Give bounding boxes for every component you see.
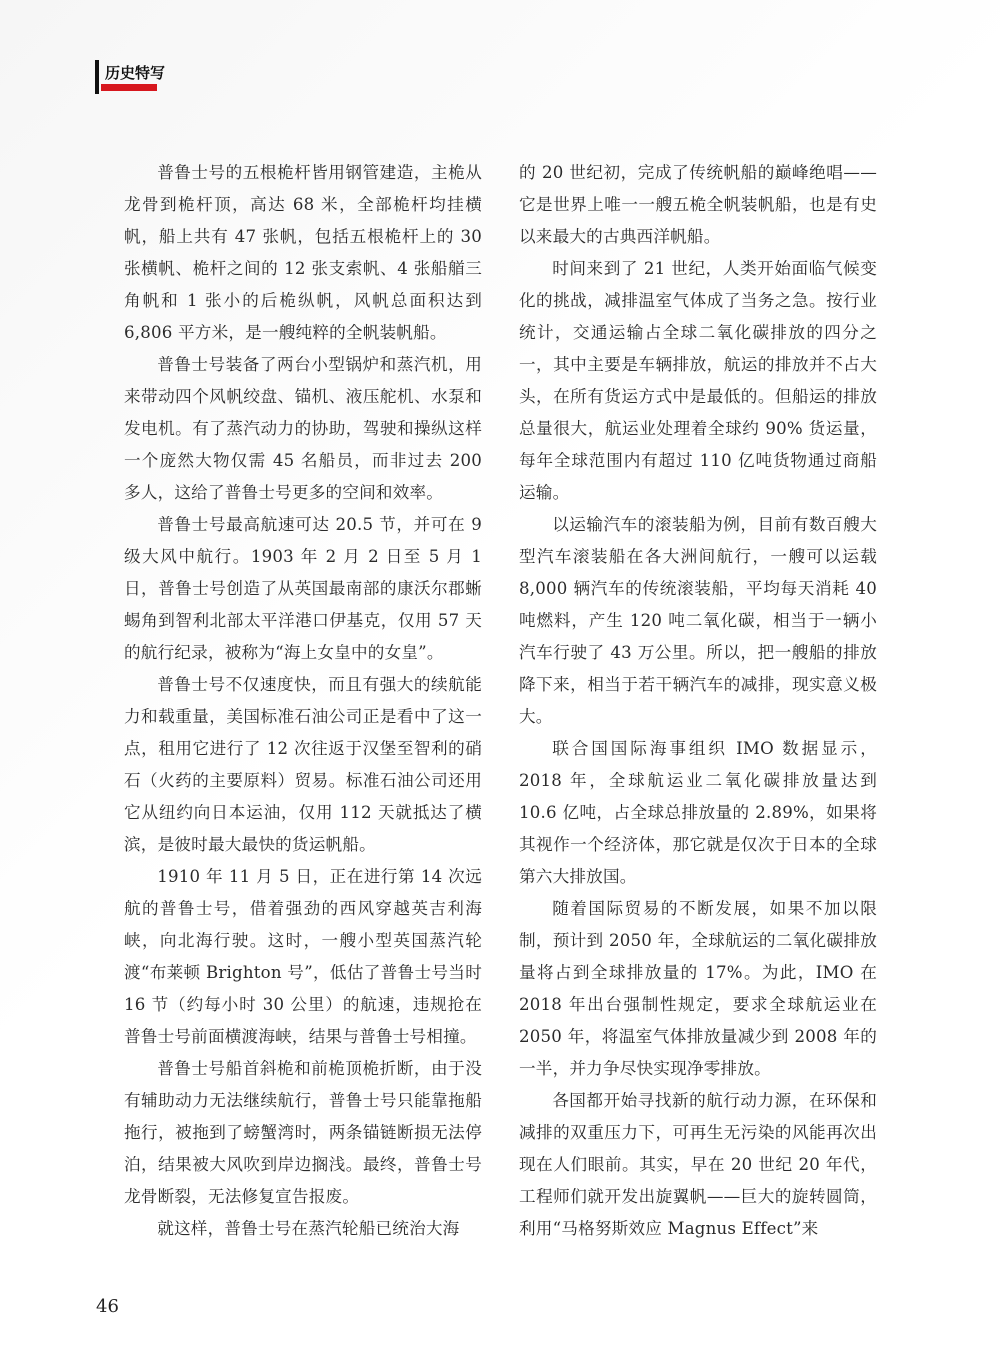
paragraph: 以运输汽车的滚装船为例，目前有数百艘大型汽车滚装船在各大洲间航行，一艘可以运载 8,000 辆汽车的传统滚装船，平均每天消耗 40 吨燃料，产生 120 吨二氧化碳，相当于一辆小汽车行驶了 43 万公里。所以，把一艘船的排放降下来，相当于若干辆汽车的减排，现实意义极大。 [519, 515, 877, 726]
paragraph: 时间来到了 21 世纪，人类开始面临气候变化的挑战，减排温室气体成了当务之急。按行业统计，交通运输占全球二氧化碳排放的四分之一，其中主要是车辆排放，航运的排放并不占大头，在所有货运方式中是最低的。但船运的排放总量很大，航运业处理着全球约 90% 货运量，每年全球范围内有超过 110 亿吨货物通过商船运输。 [519, 259, 877, 502]
paragraph: 就这样，普鲁士号在蒸汽轮船已统治大海 [157, 1219, 460, 1238]
section-title: 历史特写 [105, 64, 166, 82]
left-column [124, 157, 482, 1245]
paragraph-continuation: 的 20 世纪初，完成了传统帆船的巅峰绝唱——它是世界上唯一一艘五桅全帆装帆船，也是有史以来最大的古典西洋帆船。 [519, 163, 877, 246]
paragraph: 普鲁士号不仅速度快，而且有强大的续航能力和载重量，美国标准石油公司正是看中了这一点，租用它进行了 12 次往返于汉堡至智利的硝石（火药的主要原料）贸易。标准石油公司还用它从纽约向日本运油，仅用 112 天就抵达了横滨，是彼时最大最快的货运帆船。 [124, 675, 482, 854]
paragraph: 1910 年 11 月 5 日，正在进行第 14 次远航的普鲁士号，借着强劲的西风穿越英吉利海峡，向北海行驶。这时，一艘小型英国蒸汽轮渡“布莱顿 Brighton 号”，低估了普鲁士号当时 16 节（约每小时 30 公里）的航速，违规抢在普鲁士号前面横渡海峡，结果与普鲁士号相撞。 [124, 867, 482, 1046]
paragraph: 普鲁士号的五根桅杆皆用钢管建造，主桅从龙骨到桅杆顶，高达 68 米，全部桅杆均挂横帆，船上共有 47 张帆，包括五根桅杆上的 30 张横帆、桅杆之间的 12 张支索帆、4 张船艏三角帆和 1 张小的后桅纵帆，风帆总面积达到 6,806 平方米，是一艘纯粹的全帆装帆船。 [124, 163, 482, 342]
header-red-underline [101, 84, 157, 91]
section-header [95, 60, 165, 94]
page-number: 46 [96, 1296, 119, 1317]
paragraph: 各国都开始寻找新的航行动力源，在环保和减排的双重压力下，可再生无污染的风能再次出现在人们眼前。其实，早在 20 世纪 20 年代，工程师们就开发出旋翼帆——巨大的旋转圆筒，利用“马格努斯效应 Magnus Effect”来 [519, 1091, 877, 1238]
header-accent-bar [95, 60, 99, 94]
paragraph: 联合国国际海事组织 IMO 数据显示，2018 年，全球航运业二氧化碳排放量达到 10.6 亿吨，占全球总排放量的 2.89%，如果将其视作一个经济体，那它就是仅次于日本的全球第六大排放国。 [519, 739, 877, 886]
paragraph: 普鲁士号装备了两台小型锅炉和蒸汽机，用来带动四个风帆绞盘、锚机、液压舵机、水泵和发电机。有了蒸汽动力的协助，驾驶和操纵这样一个庞然大物仅需 45 名船员，而非过去 200 多人，这给了普鲁士号更多的空间和效率。 [124, 355, 482, 502]
paragraph: 普鲁士号最高航速可达 20.5 节，并可在 9 级大风中航行。1903 年 2 月 2 日至 5 月 1 日，普鲁士号创造了从英国最南部的康沃尔郡蜥蜴角到智利北部太平洋港口伊基克，仅用 57 天的航行纪录，被称为“海上女皇中的女皇”。 [124, 515, 482, 662]
paragraph: 随着国际贸易的不断发展，如果不加以限制，预计到 2050 年，全球航运的二氧化碳排放量将占到全球排放量的 17%。为此，IMO 在 2018 年出台强制性规定，要求全球航运业在 2050 年，将温室气体排放量减少到 2008 年的一半，并力争尽快实现净零排放。 [519, 899, 877, 1078]
paragraph: 普鲁士号船首斜桅和前桅顶桅折断，由于没有辅助动力无法继续航行，普鲁士号只能靠拖船拖行，被拖到了螃蟹湾时，两条锚链断损无法停泊，结果被大风吹到岸边搁浅。最终，普鲁士号龙骨断裂，无法修复宣告报废。 [124, 1059, 482, 1206]
right-column [519, 157, 877, 1245]
